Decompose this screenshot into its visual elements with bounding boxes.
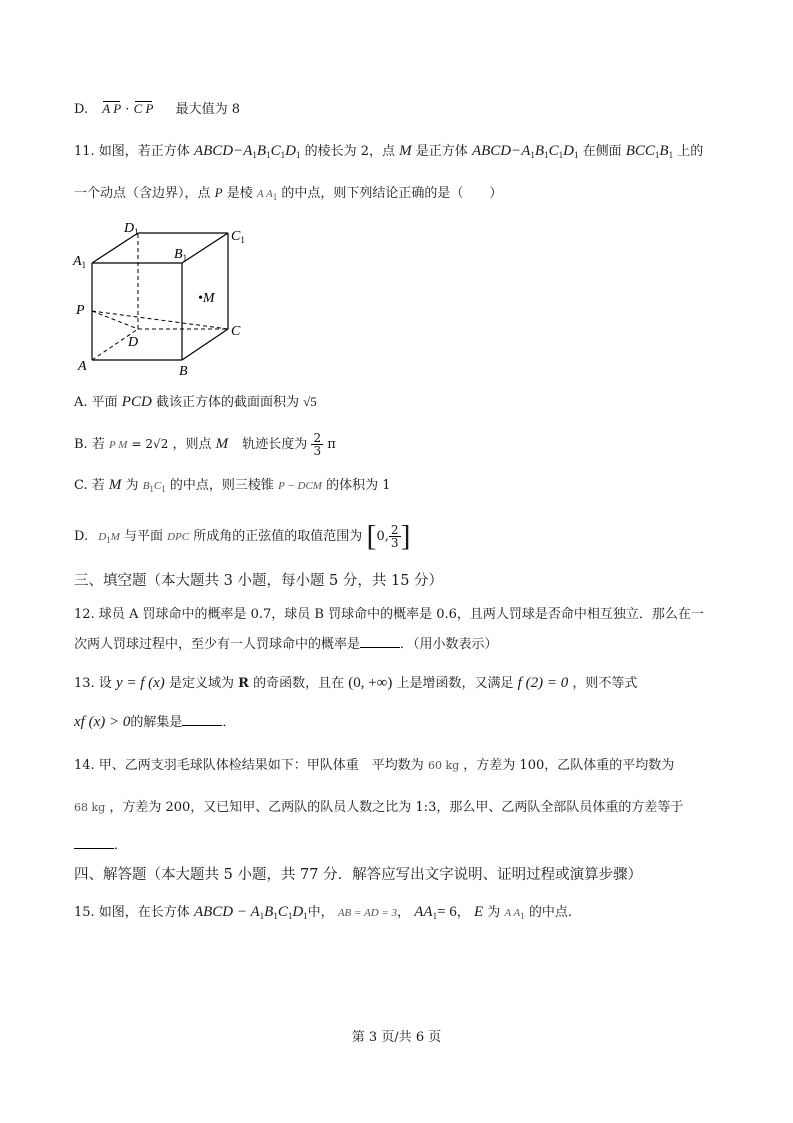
option-text: 轨迹长度为 xyxy=(242,437,308,452)
weight-value: 68 kg xyxy=(74,801,106,814)
option-text: 最大值为 8 xyxy=(175,102,240,117)
stem-text: 的中点. xyxy=(528,905,572,920)
weight-value: 60 kg xyxy=(427,759,460,772)
stem-text: 13. 设 xyxy=(74,676,112,691)
question-number: 11. 如图，若正方体 xyxy=(74,144,190,159)
q11-option-d xyxy=(74,519,411,553)
segment-b1c1: $B_1C_1$ xyxy=(142,480,166,494)
q12-line1: 12. 球员 A 罚球命中的概率是 0.7，球员 B 罚球命中的概率是 0.6，且两人罚球是否命中相互独立．那么在一 xyxy=(74,607,704,622)
label-m: •M xyxy=(198,291,215,306)
option-label: B. 若 xyxy=(74,437,105,452)
edge-lengths: AB = AD = 3 xyxy=(337,907,398,919)
inequality: xf (x) > 0 xyxy=(74,714,131,730)
stem-text: ，方差为 100，乙队体重的平均数为 xyxy=(463,758,675,773)
label-b: B xyxy=(179,364,188,379)
q11-stem-line1 xyxy=(74,142,703,164)
stem-text: 一个动点（含边界），点 xyxy=(74,186,211,201)
range-lower: 0, xyxy=(376,529,389,544)
label-d1: $D_1$ xyxy=(124,221,139,237)
sqrt-five: √5 xyxy=(303,394,317,409)
real-numbers-symbol: R xyxy=(238,676,249,691)
interval: (0, +∞) xyxy=(348,675,393,691)
vector-ap: A P xyxy=(102,101,122,116)
label-a1: $A_1$ xyxy=(73,254,87,270)
pi-symbol: π xyxy=(327,437,336,452)
q13-line2 xyxy=(74,713,235,732)
option-text: 截该正方体的截面面积为 xyxy=(155,395,299,410)
vector-cp: C P xyxy=(133,101,154,116)
stem-text: 的棱长为 2，点 xyxy=(304,144,395,159)
stem-text: 是棱 xyxy=(226,186,253,201)
edge-a1d1 xyxy=(92,233,138,263)
label-p: P xyxy=(76,303,85,318)
left-bracket: [ xyxy=(366,519,377,553)
answer-blank[interactable] xyxy=(74,836,114,849)
point-p: P xyxy=(214,185,223,200)
pm-value: = 2√2 xyxy=(131,437,169,451)
stem-text: 的解集是 xyxy=(130,715,183,730)
stem-text: ，方差为 200，又已知甲、乙两队的队员人数之比为 1:3，那么甲、乙两队全部队员体重的方差等于 xyxy=(109,800,684,815)
option-text: 所成角的正弦值的取值范围为 xyxy=(193,529,363,544)
point-m: M xyxy=(108,477,122,493)
label-b1: $B_1$ xyxy=(174,247,188,263)
cube-name: $ABCD-A_1B_1C_1D_1$ xyxy=(471,143,579,160)
label-a: A xyxy=(78,359,87,374)
edge-aa1: A $A_1$ xyxy=(256,188,278,202)
box-name: ABCD − $A_1B_1C_1D_1$ xyxy=(193,904,308,921)
stem-text: 是定义域为 xyxy=(168,676,234,691)
stem-text: 为 xyxy=(487,905,501,920)
label-c1: $C_1$ xyxy=(231,229,245,245)
q11-option-a xyxy=(74,393,317,412)
segment-pc xyxy=(92,311,228,329)
q13-line1 xyxy=(74,674,637,693)
edge-bc xyxy=(182,329,228,360)
label-c: C xyxy=(231,324,241,339)
stem-text: ． xyxy=(222,715,236,730)
section-three-heading: 三、填空题（本大题共 3 小题，每小题 5 分，共 15 分） xyxy=(74,573,444,589)
option-label: A. 平面 xyxy=(74,395,118,410)
segment-pm: P M xyxy=(108,439,128,451)
stem-text: ． xyxy=(114,838,128,853)
answer-blank[interactable] xyxy=(182,713,222,726)
q14-line1 xyxy=(74,757,674,775)
dot-product: · xyxy=(125,102,130,117)
stem-text: 是正方体 xyxy=(415,144,468,159)
option-text: 为 xyxy=(125,478,139,493)
option-text: 的体积为 1 xyxy=(326,478,391,493)
stem-text: 的奇函数，且在 xyxy=(253,676,345,691)
function-expression: y = f (x) xyxy=(115,675,165,691)
stem-text: 15. 如图，在长方体 xyxy=(74,905,190,920)
cube-figure xyxy=(70,220,260,380)
q11-stem-line2 xyxy=(74,184,502,206)
q11-option-c xyxy=(74,476,391,498)
q10-option-d xyxy=(74,100,240,119)
option-text: 的中点，则三棱锥 xyxy=(169,478,274,493)
q14-line2 xyxy=(74,799,683,817)
fraction-two-thirds: $\frac{2}{3}$ xyxy=(390,523,399,550)
stem-text: ， xyxy=(456,905,470,920)
plane-pcd: PCD xyxy=(121,394,152,410)
stem-text: ， xyxy=(397,905,411,920)
stem-text: 次两人罚球过程中，至少有一人罚球命中的概率是 xyxy=(74,637,361,652)
page-footer: 第 3 页/共 6 页 xyxy=(351,1030,442,1045)
point-m: M xyxy=(215,436,229,452)
right-bracket: ] xyxy=(400,519,411,553)
stem-text: ，则不等式 xyxy=(572,676,638,691)
condition-f2: f (2) = 0 xyxy=(517,675,569,691)
stem-text: 中， xyxy=(307,905,334,920)
section-four-heading: 四、解答题（本大题共 5 小题，共 77 分．解答应写出文字说明、证明过程或演算步骤） xyxy=(74,867,643,883)
option-text: 与平面 xyxy=(124,529,164,544)
edge-aa1: A $A_1$ xyxy=(504,907,525,921)
stem-text: 上是增函数，又满足 xyxy=(396,676,514,691)
stem-text: 上的 xyxy=(677,144,704,159)
option-label: C. 若 xyxy=(74,478,105,493)
pyramid-pdcm: P − DCM xyxy=(278,480,322,492)
answer-blank[interactable] xyxy=(360,635,400,648)
point-e: E xyxy=(473,904,484,920)
q11-option-b xyxy=(74,432,336,457)
q12-line2 xyxy=(74,635,498,654)
edge-aa1: $AA_1= 6$ xyxy=(414,904,457,921)
label-d: D xyxy=(128,335,139,350)
q14-line3 xyxy=(74,836,127,855)
point-m: M xyxy=(399,143,412,159)
stem-text: 的中点，则下列结论正确的是（ ） xyxy=(281,186,503,201)
q15-stem xyxy=(74,903,572,925)
stem-text: 在侧面 xyxy=(582,144,622,159)
segment-d1m: $D_1M$ xyxy=(98,531,120,545)
stem-text: ．（用小数表示） xyxy=(400,637,498,652)
plane-dpc: DPC xyxy=(167,531,190,543)
option-label: D. xyxy=(74,529,89,544)
stem-text: 14. 甲、乙两支羽毛球队体检结果如下：甲队体重 平均数为 xyxy=(74,758,424,773)
face-name: $BCC_1B_1$ xyxy=(625,143,674,160)
fraction-two-thirds: $\frac{2}{3}$ xyxy=(313,431,322,458)
edge-b1c1 xyxy=(182,233,228,263)
option-label: D. xyxy=(74,102,89,117)
cube-name: $ABCD-A_1B_1C_1D_1$ xyxy=(193,143,301,160)
option-text: ，则点 xyxy=(172,437,212,452)
